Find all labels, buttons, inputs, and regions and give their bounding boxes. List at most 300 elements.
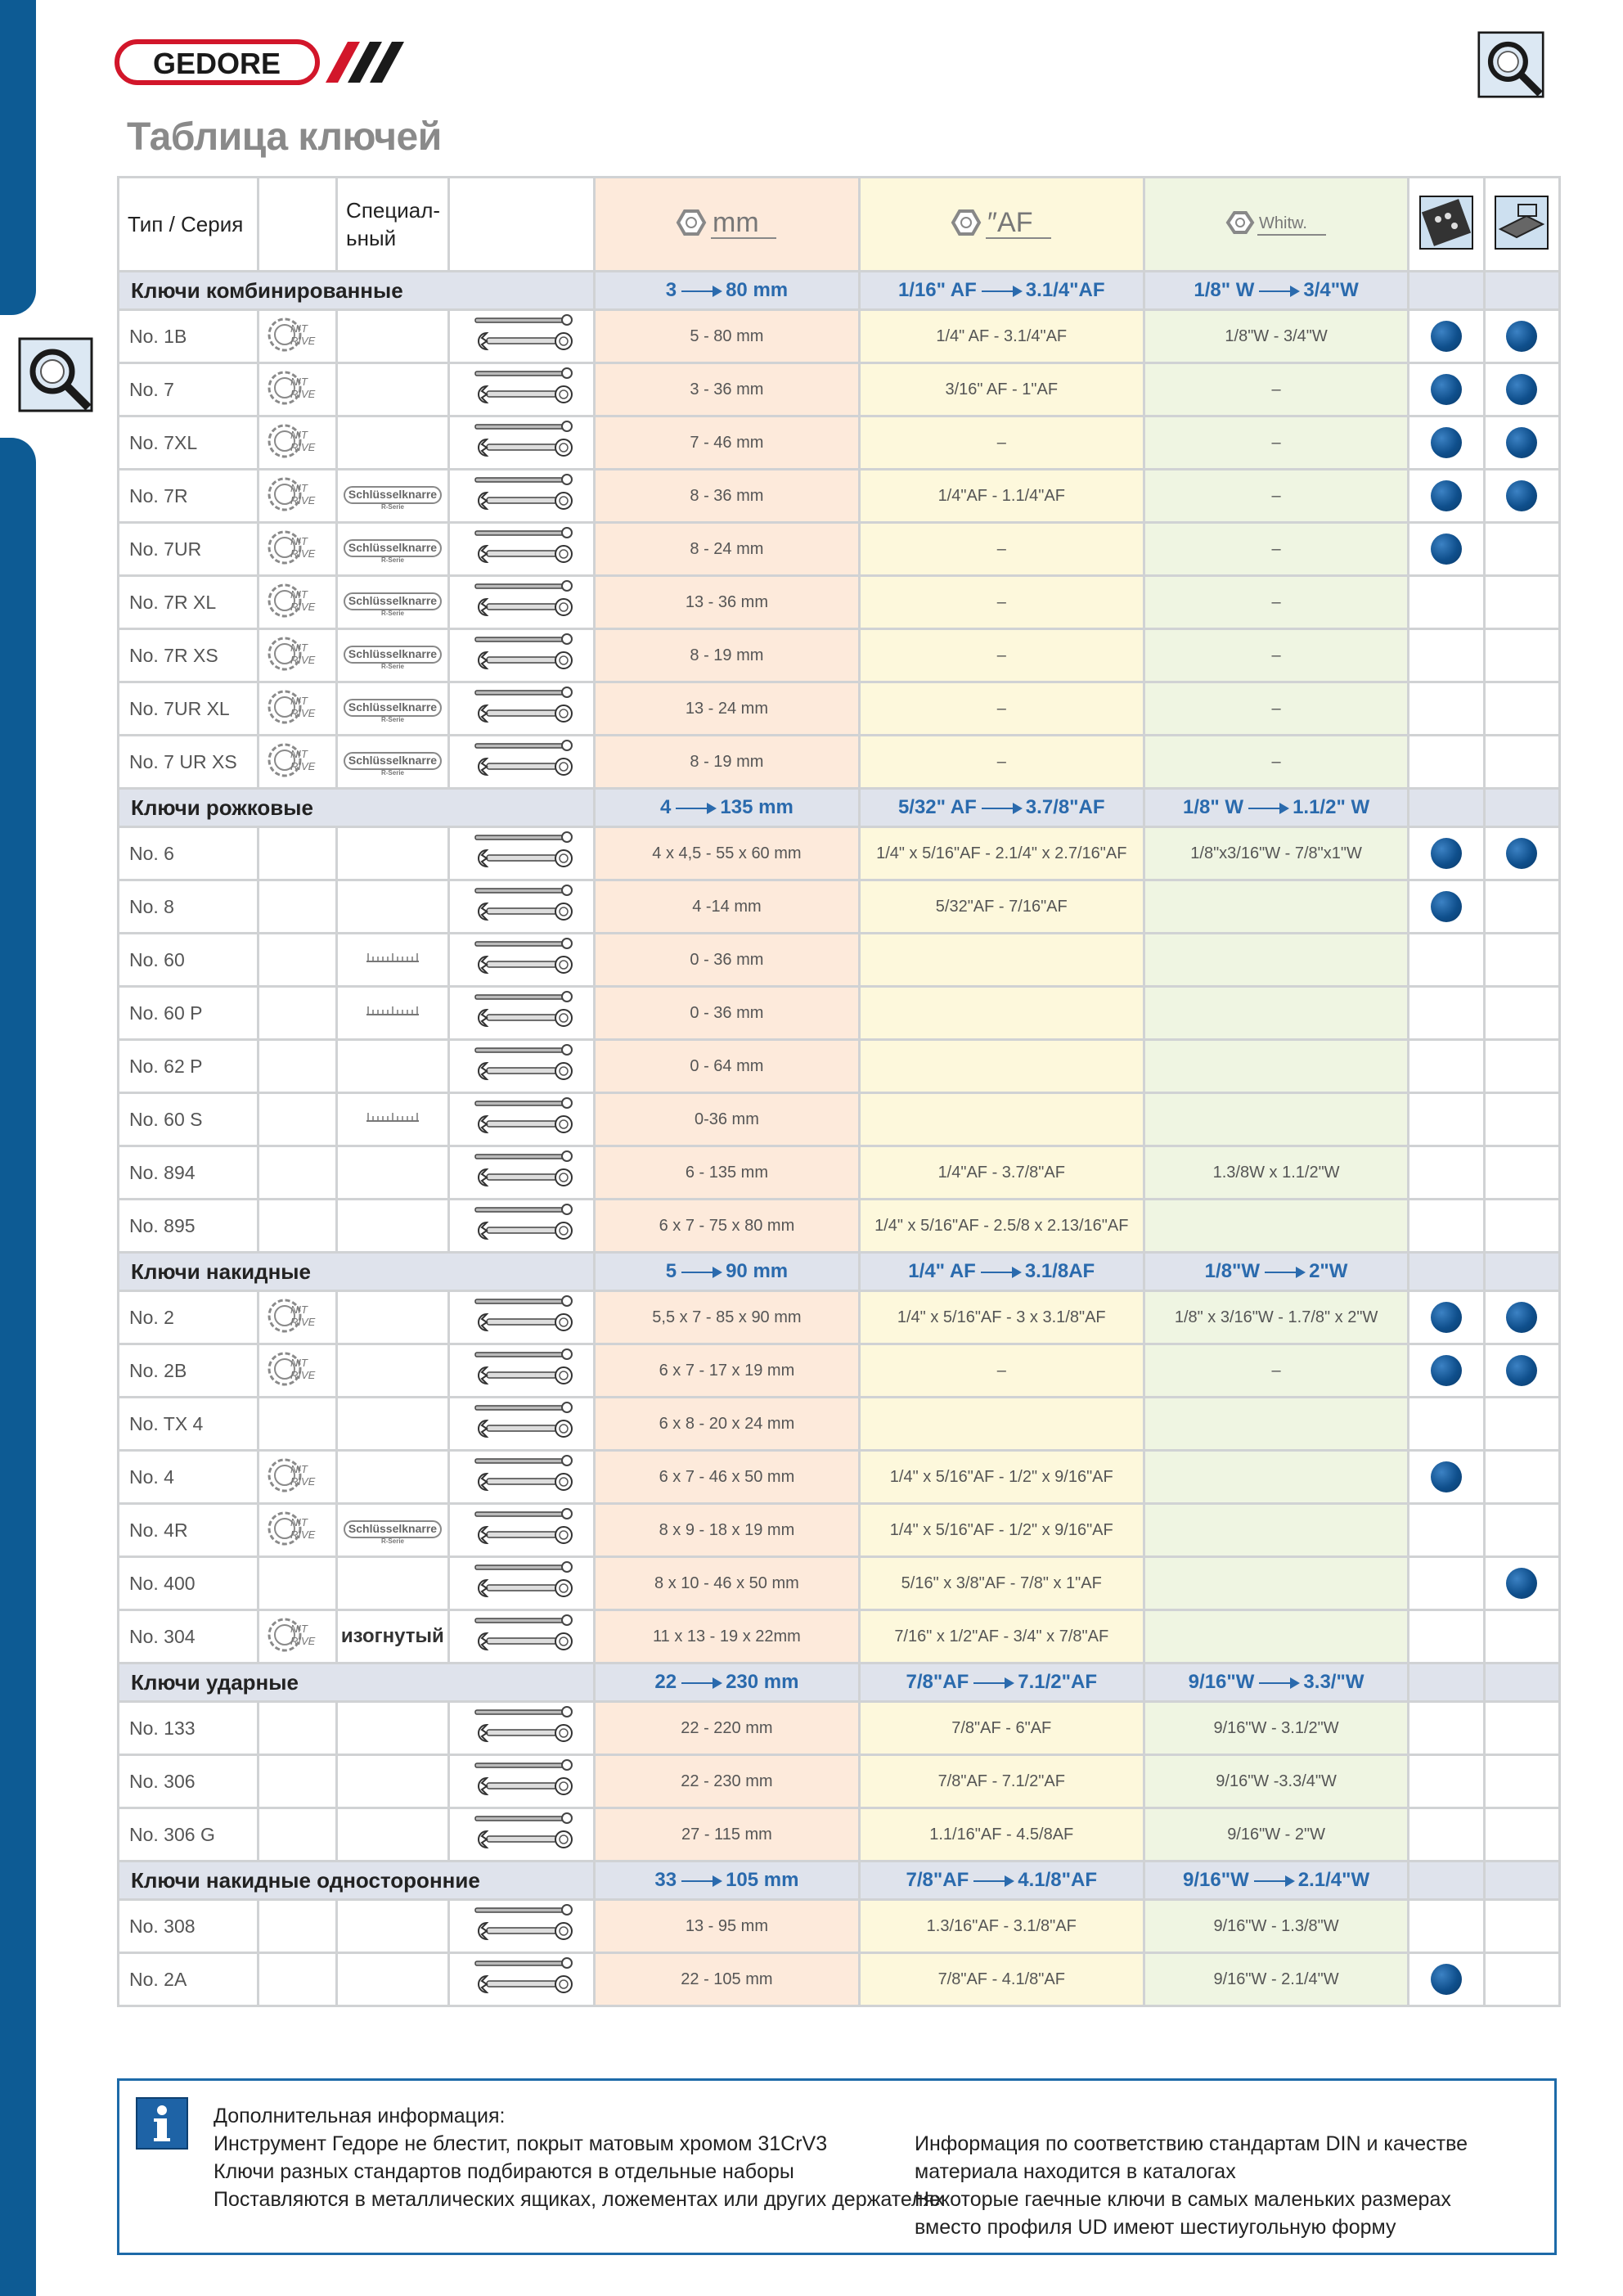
table-row: [119, 1557, 1560, 1610]
wrench-image-cell: [448, 1344, 595, 1398]
availability-dot: [1506, 838, 1537, 869]
whitw-size-cell: [1144, 934, 1408, 987]
wrench-thumbnail-icon: [464, 1150, 578, 1192]
unit-drive-top-text: NIT: [290, 322, 308, 335]
set-box-availability-cell: [1409, 1504, 1484, 1557]
wrench-image-cell: [448, 1504, 595, 1557]
unit-drive-cell: [258, 1755, 336, 1808]
unit-drive-cell: [258, 1040, 336, 1093]
table-row: [119, 1451, 1560, 1504]
set-box-availability-cell: [1409, 934, 1484, 987]
set-box-availability-cell: [1409, 1344, 1484, 1398]
unit-drive-cell: [258, 310, 336, 363]
table-row: [119, 1093, 1560, 1146]
header-af: [859, 178, 1144, 272]
table-row: [119, 1344, 1560, 1398]
type-series-cell: No. 7UR: [119, 523, 259, 576]
info-right-column: [915, 2130, 1468, 2241]
af-size-cell: –: [859, 736, 1144, 789]
section-range-whitw: [1144, 1253, 1408, 1291]
unit-drive-top-text: NIT: [290, 534, 308, 547]
section-range-af-from: 1/16" AF: [897, 279, 977, 301]
unit-drive-bottom-text: RIVE: [290, 759, 316, 772]
unit-drive-cell: [258, 1900, 336, 1953]
unit-drive-badge-icon: [266, 1297, 328, 1335]
info-line: Некоторые гаечные ключи в самых маленьких размерах: [915, 2188, 1451, 2211]
whitw-size-cell: [1144, 880, 1408, 934]
type-series-cell: No. 308: [119, 1900, 259, 1953]
whitw-size-cell: 1.3/8W x 1.1/2"W: [1144, 1146, 1408, 1200]
special-cell: [337, 576, 449, 629]
special-cell: [337, 1557, 449, 1610]
set-box-availability-cell: [1409, 1451, 1484, 1504]
header-set-box: [1409, 178, 1484, 272]
af-size-cell: 1/4" x 5/16"AF - 3 x 3.1/8"AF: [859, 1291, 1144, 1344]
af-size-cell: –: [859, 629, 1144, 682]
unit-drive-bottom-text: RIVE: [290, 600, 316, 613]
type-series-cell: No. 2A: [119, 1953, 259, 2006]
type-series-cell: No. 894: [119, 1146, 259, 1200]
whitw-size-cell: –: [1144, 576, 1408, 629]
type-series-cell: No. 7XL: [119, 416, 259, 470]
mm-size-cell: 6 x 7 - 46 x 50 mm: [595, 1451, 859, 1504]
whitw-size-cell: 9/16"W - 2.1/4"W: [1144, 1953, 1408, 2006]
unit-drive-cell: [258, 1398, 336, 1451]
header-special: Специал- ьный: [337, 178, 449, 272]
special-cell: [337, 470, 449, 523]
af-size-cell: 7/8"AF - 4.1/8"AF: [859, 1953, 1144, 2006]
set-box-availability-cell: [1409, 880, 1484, 934]
availability-dot: [1431, 1964, 1462, 1995]
header-whitw: [1144, 178, 1408, 272]
info-box: [117, 2078, 1557, 2255]
whitw-size-cell: –: [1144, 736, 1408, 789]
af-size-cell: 1/4" x 5/16"AF - 2.5/8 x 2.13/16"AF: [859, 1200, 1144, 1253]
whitw-size-cell: 1/8"W - 3/4"W: [1144, 310, 1408, 363]
tray-availability-cell: [1484, 987, 1559, 1040]
tray-availability-cell: [1484, 1398, 1559, 1451]
wrench-image-cell: [448, 682, 595, 736]
unit-drive-badge-icon: [266, 422, 328, 460]
ratchet-series-badge-icon: [341, 690, 444, 723]
availability-dot: [1431, 1355, 1462, 1386]
unit-drive-badge-icon: [266, 316, 328, 353]
af-size-cell: [859, 1093, 1144, 1146]
set-box-availability-cell: [1409, 1200, 1484, 1253]
af-size-cell: [859, 987, 1144, 1040]
unit-drive-cell: [258, 1451, 336, 1504]
set-box-availability-cell: [1409, 1953, 1484, 2006]
set-box-availability-cell: [1409, 1040, 1484, 1093]
special-cell: [337, 682, 449, 736]
range-arrow-icon: [681, 290, 721, 292]
wrench-thumbnail-icon: [464, 1401, 578, 1443]
table-row: [119, 576, 1560, 629]
section-header-row: [119, 1253, 1560, 1291]
section-range-mm-to: 135 mm: [720, 796, 794, 818]
whitw-size-cell: –: [1144, 523, 1408, 576]
section-range-whitw-to: 3.3/"W: [1303, 1671, 1364, 1693]
whitw-size-cell: 1/8" x 3/16"W - 1.7/8" x 2"W: [1144, 1291, 1408, 1344]
wrench-thumbnail-icon: [464, 420, 578, 462]
availability-dot: [1506, 374, 1537, 405]
mm-size-cell: 22 - 220 mm: [595, 1702, 859, 1755]
type-series-cell: No. 133: [119, 1702, 259, 1755]
wrench-image-cell: [448, 1093, 595, 1146]
unit-drive-badge-icon: [266, 475, 328, 513]
wrench-image-cell: [448, 1702, 595, 1755]
mm-size-cell: 0-36 mm: [595, 1093, 859, 1146]
type-series-cell: No. 60 S: [119, 1093, 259, 1146]
section-range-mm-from: 22: [654, 1671, 677, 1693]
type-series-cell: No. 306: [119, 1755, 259, 1808]
wrench-image-cell: [448, 934, 595, 987]
tray-availability-cell: [1484, 1291, 1559, 1344]
unit-drive-bottom-text: RIVE: [290, 440, 316, 453]
header-drive: [258, 178, 336, 272]
table-row: [119, 880, 1560, 934]
range-arrow-icon: [982, 808, 1021, 809]
type-series-cell: No. 7R XS: [119, 629, 259, 682]
availability-dot: [1431, 533, 1462, 565]
set-box-availability-cell: [1409, 1398, 1484, 1451]
af-size-cell: 1/4" x 5/16"AF - 1/2" x 9/16"AF: [859, 1451, 1144, 1504]
mm-size-cell: 3 - 36 mm: [595, 363, 859, 416]
wrench-thumbnail-icon: [464, 1614, 578, 1656]
section-range-whitw-from: 1/8" W: [1194, 279, 1255, 301]
section-range-mm: [595, 1663, 859, 1702]
ratchet-sub-text: R-Serie: [380, 768, 404, 776]
whitw-size-cell: 9/16"W -3.3/4"W: [1144, 1755, 1408, 1808]
range-arrow-icon: [982, 290, 1021, 292]
section-title: Ключи комбинированные: [119, 272, 595, 310]
table-row: [119, 363, 1560, 416]
type-series-cell: No. 6: [119, 827, 259, 880]
section-range-whitw-to: 2.1/4"W: [1297, 1869, 1370, 1891]
info-heading: Дополнительная информация:: [214, 2105, 506, 2127]
side-bar-top: [0, 0, 36, 315]
whitw-size-cell: 9/16"W - 3.1/2"W: [1144, 1702, 1408, 1755]
tool-tray-icon: [1494, 195, 1549, 250]
tray-availability-cell: [1484, 1755, 1559, 1808]
unit-drive-badge-icon: [266, 529, 328, 566]
whitw-size-cell: 9/16"W - 2"W: [1144, 1808, 1408, 1862]
availability-dot: [1431, 838, 1462, 869]
section-range-whitw: [1144, 272, 1408, 310]
unit-drive-badge-icon: [266, 688, 328, 726]
wrench-thumbnail-icon: [464, 1294, 578, 1337]
set-box-availability-cell: [1409, 736, 1484, 789]
section-range-af-from: 5/32" AF: [897, 796, 977, 818]
ratchet-sub-text: R-Serie: [380, 715, 404, 723]
range-arrow-icon: [681, 1272, 721, 1273]
mm-size-cell: 4 -14 mm: [595, 880, 859, 934]
ratchet-sub-text: R-Serie: [380, 609, 404, 616]
header-type-series: Тип / Серия: [119, 178, 259, 272]
ratchet-series-badge-icon: [341, 637, 444, 669]
tray-availability-cell: [1484, 1344, 1559, 1398]
wrench-thumbnail-icon: [464, 1507, 578, 1550]
special-cell: [337, 1953, 449, 2006]
special-cell: [337, 987, 449, 1040]
availability-dot: [1506, 321, 1537, 352]
unit-drive-top-text: NIT: [290, 428, 308, 441]
mm-size-cell: 8 x 10 - 46 x 50 mm: [595, 1557, 859, 1610]
unit-drive-cell: [258, 736, 336, 789]
unit-drive-cell: [258, 1093, 336, 1146]
header-tray: [1484, 178, 1559, 272]
unit-drive-cell: [258, 470, 336, 523]
table-row: [119, 1808, 1560, 1862]
wrench-image-cell: [448, 1146, 595, 1200]
unit-drive-cell: [258, 987, 336, 1040]
unit-drive-bottom-text: RIVE: [290, 1368, 316, 1381]
af-size-cell: 1/4" AF - 3.1/4"AF: [859, 310, 1144, 363]
special-cell: [337, 1808, 449, 1862]
section-title: Ключи накидные односторонние: [119, 1862, 595, 1900]
wrench-image-cell: [448, 1040, 595, 1093]
af-size-cell: –: [859, 576, 1144, 629]
section-tray-cell: [1484, 1862, 1559, 1900]
info-line: материала находится в каталогах: [915, 2160, 1236, 2183]
unit-drive-top-text: NIT: [290, 588, 308, 601]
availability-dot: [1506, 1302, 1537, 1333]
section-range-af: [859, 1663, 1144, 1702]
ratchet-series-badge-icon: [341, 583, 444, 616]
tray-availability-cell: [1484, 1200, 1559, 1253]
unit-drive-cell: [258, 934, 336, 987]
section-range-af: [859, 1862, 1144, 1900]
section-range-whitw-from: 9/16"W: [1188, 1671, 1255, 1693]
section-range-whitw: [1144, 1862, 1408, 1900]
section-range-whitw-to: 2"W: [1309, 1260, 1348, 1282]
section-range-af-to: 3.1/8AF: [1024, 1260, 1095, 1282]
set-box-availability-cell: [1409, 310, 1484, 363]
wrench-image-cell: [448, 1755, 595, 1808]
type-series-cell: No. 62 P: [119, 1040, 259, 1093]
tray-availability-cell: [1484, 416, 1559, 470]
unit-drive-badge-icon: [266, 1616, 328, 1654]
section-range-af-from: 7/8"AF: [906, 1671, 969, 1693]
mm-size-cell: 0 - 36 mm: [595, 987, 859, 1040]
section-range-af: [859, 272, 1144, 310]
wrench-thumbnail-icon: [464, 473, 578, 515]
table-row: [119, 1755, 1560, 1808]
ratchet-label-text: Schlüsselknarre: [348, 487, 437, 501]
tray-availability-cell: [1484, 1451, 1559, 1504]
section-header-row: [119, 1663, 1560, 1702]
whitw-size-cell: –: [1144, 1344, 1408, 1398]
af-size-cell: –: [859, 1344, 1144, 1398]
set-box-availability-cell: [1409, 1755, 1484, 1808]
section-range-mm: [595, 1253, 859, 1291]
whitw-size-cell: –: [1144, 682, 1408, 736]
tray-availability-cell: [1484, 629, 1559, 682]
section-set-box-cell: [1409, 789, 1484, 827]
section-range-whitw-to: 1.1/2" W: [1293, 796, 1370, 818]
section-title: Ключи рожковые: [119, 789, 595, 827]
unit-drive-badge-icon: [266, 582, 328, 619]
ratchet-series-badge-icon: [341, 530, 444, 563]
availability-dot: [1431, 1302, 1462, 1333]
tray-availability-cell: [1484, 934, 1559, 987]
ratchet-series-badge-icon: [341, 1511, 444, 1544]
wrench-image-cell: [448, 1610, 595, 1663]
wrench-image-cell: [448, 470, 595, 523]
ratchet-label-text: Schlüsselknarre: [348, 646, 437, 660]
wrench-thumbnail-icon: [464, 1903, 578, 1946]
wrench-thumbnail-icon: [464, 686, 578, 728]
mm-size-cell: 6 - 135 mm: [595, 1146, 859, 1200]
type-series-cell: No. 304: [119, 1610, 259, 1663]
section-range-whitw-to: 3/4"W: [1303, 279, 1359, 301]
set-box-availability-cell: [1409, 1146, 1484, 1200]
type-series-cell: No. 895: [119, 1200, 259, 1253]
special-cell: [337, 416, 449, 470]
availability-dot: [1431, 427, 1462, 458]
unit-drive-top-text: NIT: [290, 481, 308, 494]
mm-size-cell: 6 x 7 - 17 x 19 mm: [595, 1344, 859, 1398]
ruler-scale-icon: [362, 1002, 424, 1020]
wrench-image-cell: [448, 1451, 595, 1504]
tray-availability-cell: [1484, 827, 1559, 880]
unit-drive-top-text: NIT: [290, 1303, 308, 1316]
table-row: [119, 1291, 1560, 1344]
type-series-cell: No. 2B: [119, 1344, 259, 1398]
unit-drive-badge-icon: [266, 1510, 328, 1547]
af-size-cell: 7/8"AF - 7.1/2"AF: [859, 1755, 1144, 1808]
tray-availability-cell: [1484, 1040, 1559, 1093]
section-range-whitw: [1144, 789, 1408, 827]
wrench-image-cell: [448, 1200, 595, 1253]
table-row: [119, 629, 1560, 682]
wrench-thumbnail-icon: [464, 937, 578, 979]
af-size-cell: 1.3/16"AF - 3.1/8"AF: [859, 1900, 1144, 1953]
ratchet-label-text: Schlüsselknarre: [348, 753, 437, 767]
set-box-availability-cell: [1409, 827, 1484, 880]
range-arrow-icon: [1265, 1272, 1304, 1273]
mm-size-cell: 6 x 8 - 20 x 24 mm: [595, 1398, 859, 1451]
af-size-cell: [859, 1040, 1144, 1093]
set-box-availability-cell: [1409, 1291, 1484, 1344]
whitw-size-cell: [1144, 1451, 1408, 1504]
wrench-image-cell: [448, 629, 595, 682]
af-size-cell: 5/16" x 3/8"AF - 7/8" x 1"AF: [859, 1557, 1144, 1610]
unit-drive-cell: [258, 880, 336, 934]
special-cell: [337, 1093, 449, 1146]
table-row: [119, 523, 1560, 576]
wrench-image-cell: [448, 827, 595, 880]
special-cell: [337, 629, 449, 682]
ratchet-series-badge-icon: [341, 743, 444, 776]
wrench-thumbnail-icon: [464, 367, 578, 409]
wrench-image-cell: [448, 523, 595, 576]
tray-availability-cell: [1484, 1610, 1559, 1663]
wrench-thumbnail-icon: [464, 313, 578, 356]
wrench-image-cell: [448, 416, 595, 470]
ratchet-label-text: Schlüsselknarre: [348, 540, 437, 554]
type-series-cell: No. 7: [119, 363, 259, 416]
unit-drive-cell: [258, 416, 336, 470]
unit-drive-bottom-text: RIVE: [290, 493, 316, 506]
set-box-availability-cell: [1409, 1702, 1484, 1755]
mm-size-cell: 0 - 64 mm: [595, 1040, 859, 1093]
special-cell: [337, 1040, 449, 1093]
mm-size-cell: 13 - 36 mm: [595, 576, 859, 629]
set-box-availability-cell: [1409, 363, 1484, 416]
tray-availability-cell: [1484, 1808, 1559, 1862]
unit-drive-bottom-text: RIVE: [290, 334, 316, 347]
info-left-column: [214, 2102, 945, 2213]
type-series-cell: No. 7R XL: [119, 576, 259, 629]
type-series-cell: No. 7 UR XS: [119, 736, 259, 789]
wrench-image-cell: [448, 987, 595, 1040]
wrench-thumbnail-icon: [464, 1560, 578, 1603]
availability-dot: [1431, 891, 1462, 922]
section-header-row: [119, 272, 1560, 310]
section-header-row: [119, 1862, 1560, 1900]
hex-whitw-icon: [1223, 204, 1329, 241]
ratchet-sub-text: R-Serie: [380, 1537, 404, 1544]
whitw-size-cell: [1144, 987, 1408, 1040]
wrench-thumbnail-icon: [464, 739, 578, 781]
availability-dot: [1506, 480, 1537, 511]
unit-drive-badge-icon: [266, 369, 328, 407]
table-row: [119, 736, 1560, 789]
type-series-cell: No. 306 G: [119, 1808, 259, 1862]
ruler-scale-icon: [362, 1108, 424, 1126]
unit-drive-bottom-text: RIVE: [290, 387, 316, 400]
table-row: [119, 310, 1560, 363]
svg-text:″AF: ″AF: [987, 206, 1033, 238]
info-line: Информация по соответствию стандартам DIN и качестве: [915, 2132, 1468, 2155]
header-mm: [595, 178, 859, 272]
whitw-size-cell: [1144, 1504, 1408, 1557]
section-range-whitw: [1144, 1663, 1408, 1702]
ring-wrench-category-icon: [18, 337, 93, 412]
range-arrow-icon: [681, 1880, 721, 1882]
unit-drive-cell: [258, 1557, 336, 1610]
type-series-cell: No. 4R: [119, 1504, 259, 1557]
mm-size-cell: 13 - 24 mm: [595, 682, 859, 736]
af-size-cell: –: [859, 523, 1144, 576]
type-series-cell: No. 60 P: [119, 987, 259, 1040]
set-box-availability-cell: [1409, 1610, 1484, 1663]
mm-size-cell: 8 x 9 - 18 x 19 mm: [595, 1504, 859, 1557]
unit-drive-top-text: NIT: [290, 1515, 308, 1528]
wrench-thumbnail-icon: [464, 831, 578, 873]
wrench-thumbnail-icon: [464, 526, 578, 569]
section-range-whitw-from: 1/8" W: [1183, 796, 1244, 818]
wrench-image-cell: [448, 736, 595, 789]
section-range-af: [859, 789, 1144, 827]
ratchet-label-text: Schlüsselknarre: [348, 593, 437, 607]
unit-drive-bottom-text: RIVE: [290, 1634, 316, 1647]
unit-drive-bottom-text: RIVE: [290, 1315, 316, 1328]
unit-drive-cell: [258, 1504, 336, 1557]
af-size-cell: –: [859, 682, 1144, 736]
table-header-row: [119, 178, 1560, 272]
range-arrow-icon: [1254, 1880, 1293, 1882]
unit-drive-cell: [258, 629, 336, 682]
ratchet-sub-text: R-Serie: [380, 502, 404, 510]
range-arrow-icon: [981, 1272, 1020, 1273]
whitw-size-cell: [1144, 1040, 1408, 1093]
table-row: [119, 1200, 1560, 1253]
wrench-thumbnail-icon: [464, 1203, 578, 1245]
set-box-availability-cell: [1409, 416, 1484, 470]
set-box-availability-cell: [1409, 576, 1484, 629]
